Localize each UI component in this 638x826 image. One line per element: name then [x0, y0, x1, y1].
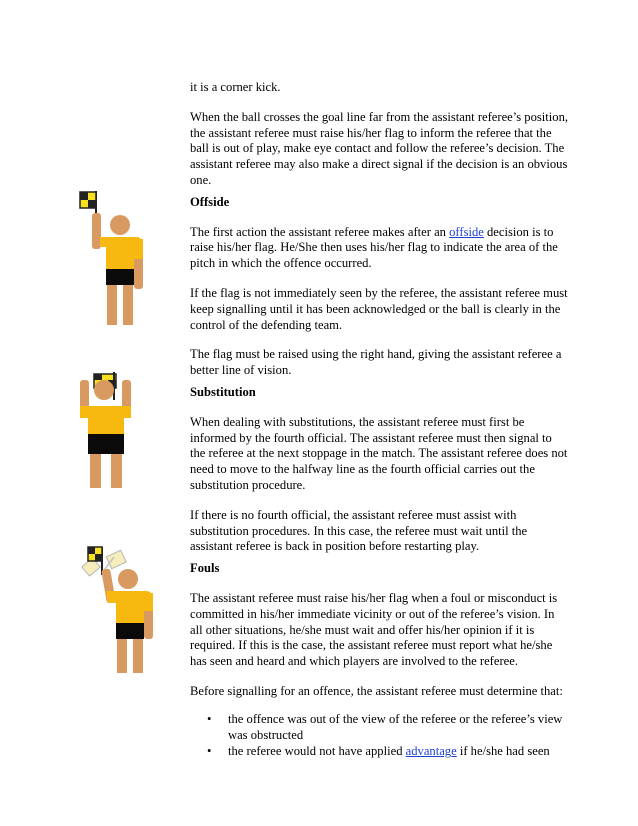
referee-leg-left	[117, 639, 127, 673]
fouls-conditions-list	[190, 712, 570, 760]
paragraph-substitution-fourth-official: When dealing with substitutions, the assistant referee must first be informed by the fourth official. The assistant referee must then signal to the referee at the next stoppage in the match. The assistant referee does not need to move to the halfway line as the fourth official carries out the substitution procedure.	[190, 414, 568, 492]
referee-leg-right	[111, 454, 122, 488]
substitution-signal-illustration	[74, 370, 150, 492]
advantage-link[interactable]: advantage	[405, 744, 457, 759]
paragraph-goal-line: When the ball crosses the goal line far from the assistant referee’s position, the assistant referee must raise his/her flag to inform the referee that the ball is out of play, make eye contact and follow the referee’s decision. The assistant referee may also make a direct signal if the decision is an obvious one.	[190, 109, 569, 187]
paragraph-offside-right-hand: The flag must be raised using the right hand, giving the assistant referee a better line of vision.	[190, 347, 562, 378]
yellow-flag-icon	[88, 547, 102, 561]
referee-leg-left	[90, 454, 101, 488]
referee-shorts	[88, 434, 124, 454]
heading-fouls: Fouls	[190, 561, 220, 576]
list-item-text-after: if he/she had seen	[456, 744, 550, 759]
referee-shorts	[116, 623, 144, 639]
paragraph-corner-kick: it is a corner kick.	[190, 80, 281, 94]
referee-head	[118, 569, 138, 589]
referee-head	[110, 215, 130, 235]
yellow-flag-icon	[80, 192, 96, 208]
heading-substitution: Substitution	[190, 384, 256, 399]
raised-arm	[92, 213, 101, 249]
foul-signal-illustration	[78, 543, 162, 675]
paragraph-fouls-determine: Before signalling for an offence, the assistant referee must determine that:	[190, 683, 563, 698]
bullet-icon: •	[207, 744, 212, 759]
list-item	[207, 711, 570, 744]
referee-shirt	[80, 406, 131, 434]
referee-leg-right	[123, 285, 133, 325]
referee-head	[94, 380, 114, 400]
list-item	[207, 744, 570, 760]
referee-shorts	[106, 269, 134, 285]
offside-text-after: decision is to raise his/her flag. He/She then uses his/her flag to indicate the area of the pitch in which the offence occurred.	[190, 224, 558, 271]
paragraph-fouls-raise-flag: The assistant referee must raise his/her flag when a foul or misconduct is committed in his/her immediate vicinity or out of the referee’s vision. In all other situations, he/she must wait and offer his/her opinion if it is required. If this is the case, the assistant referee must report what he/she has seen and heard and which players are involved to the referee.	[190, 590, 558, 669]
referee-leg-right	[133, 639, 143, 673]
document-body	[190, 80, 570, 761]
list-item-text-before: the referee would not have applied	[228, 744, 406, 759]
bullet-icon: •	[207, 711, 212, 726]
referee-leg-left	[107, 285, 117, 325]
offside-text-before: The first action the assistant referee makes after an	[190, 224, 450, 239]
paragraph-substitution-no-fourth-official: If there is no fourth official, the assistant referee must assist with substitution procedures. In this case, the referee must wait until the assistant referee is back in position before restarting play.	[190, 507, 528, 554]
paragraph-offside-first-action	[190, 225, 570, 272]
offside-signal-illustration	[74, 189, 150, 329]
heading-offside: Offside	[190, 194, 230, 209]
list-item-text: the offence was out of the view of the referee or the referee’s view was obstructed	[228, 711, 563, 742]
paragraph-offside-keep-signalling: If the flag is not immediately seen by the referee, the assistant referee must keep signalling until it has been acknowledged or the ball is clearly in the control of the defending team.	[190, 285, 568, 332]
offside-link[interactable]: offside	[449, 224, 484, 239]
